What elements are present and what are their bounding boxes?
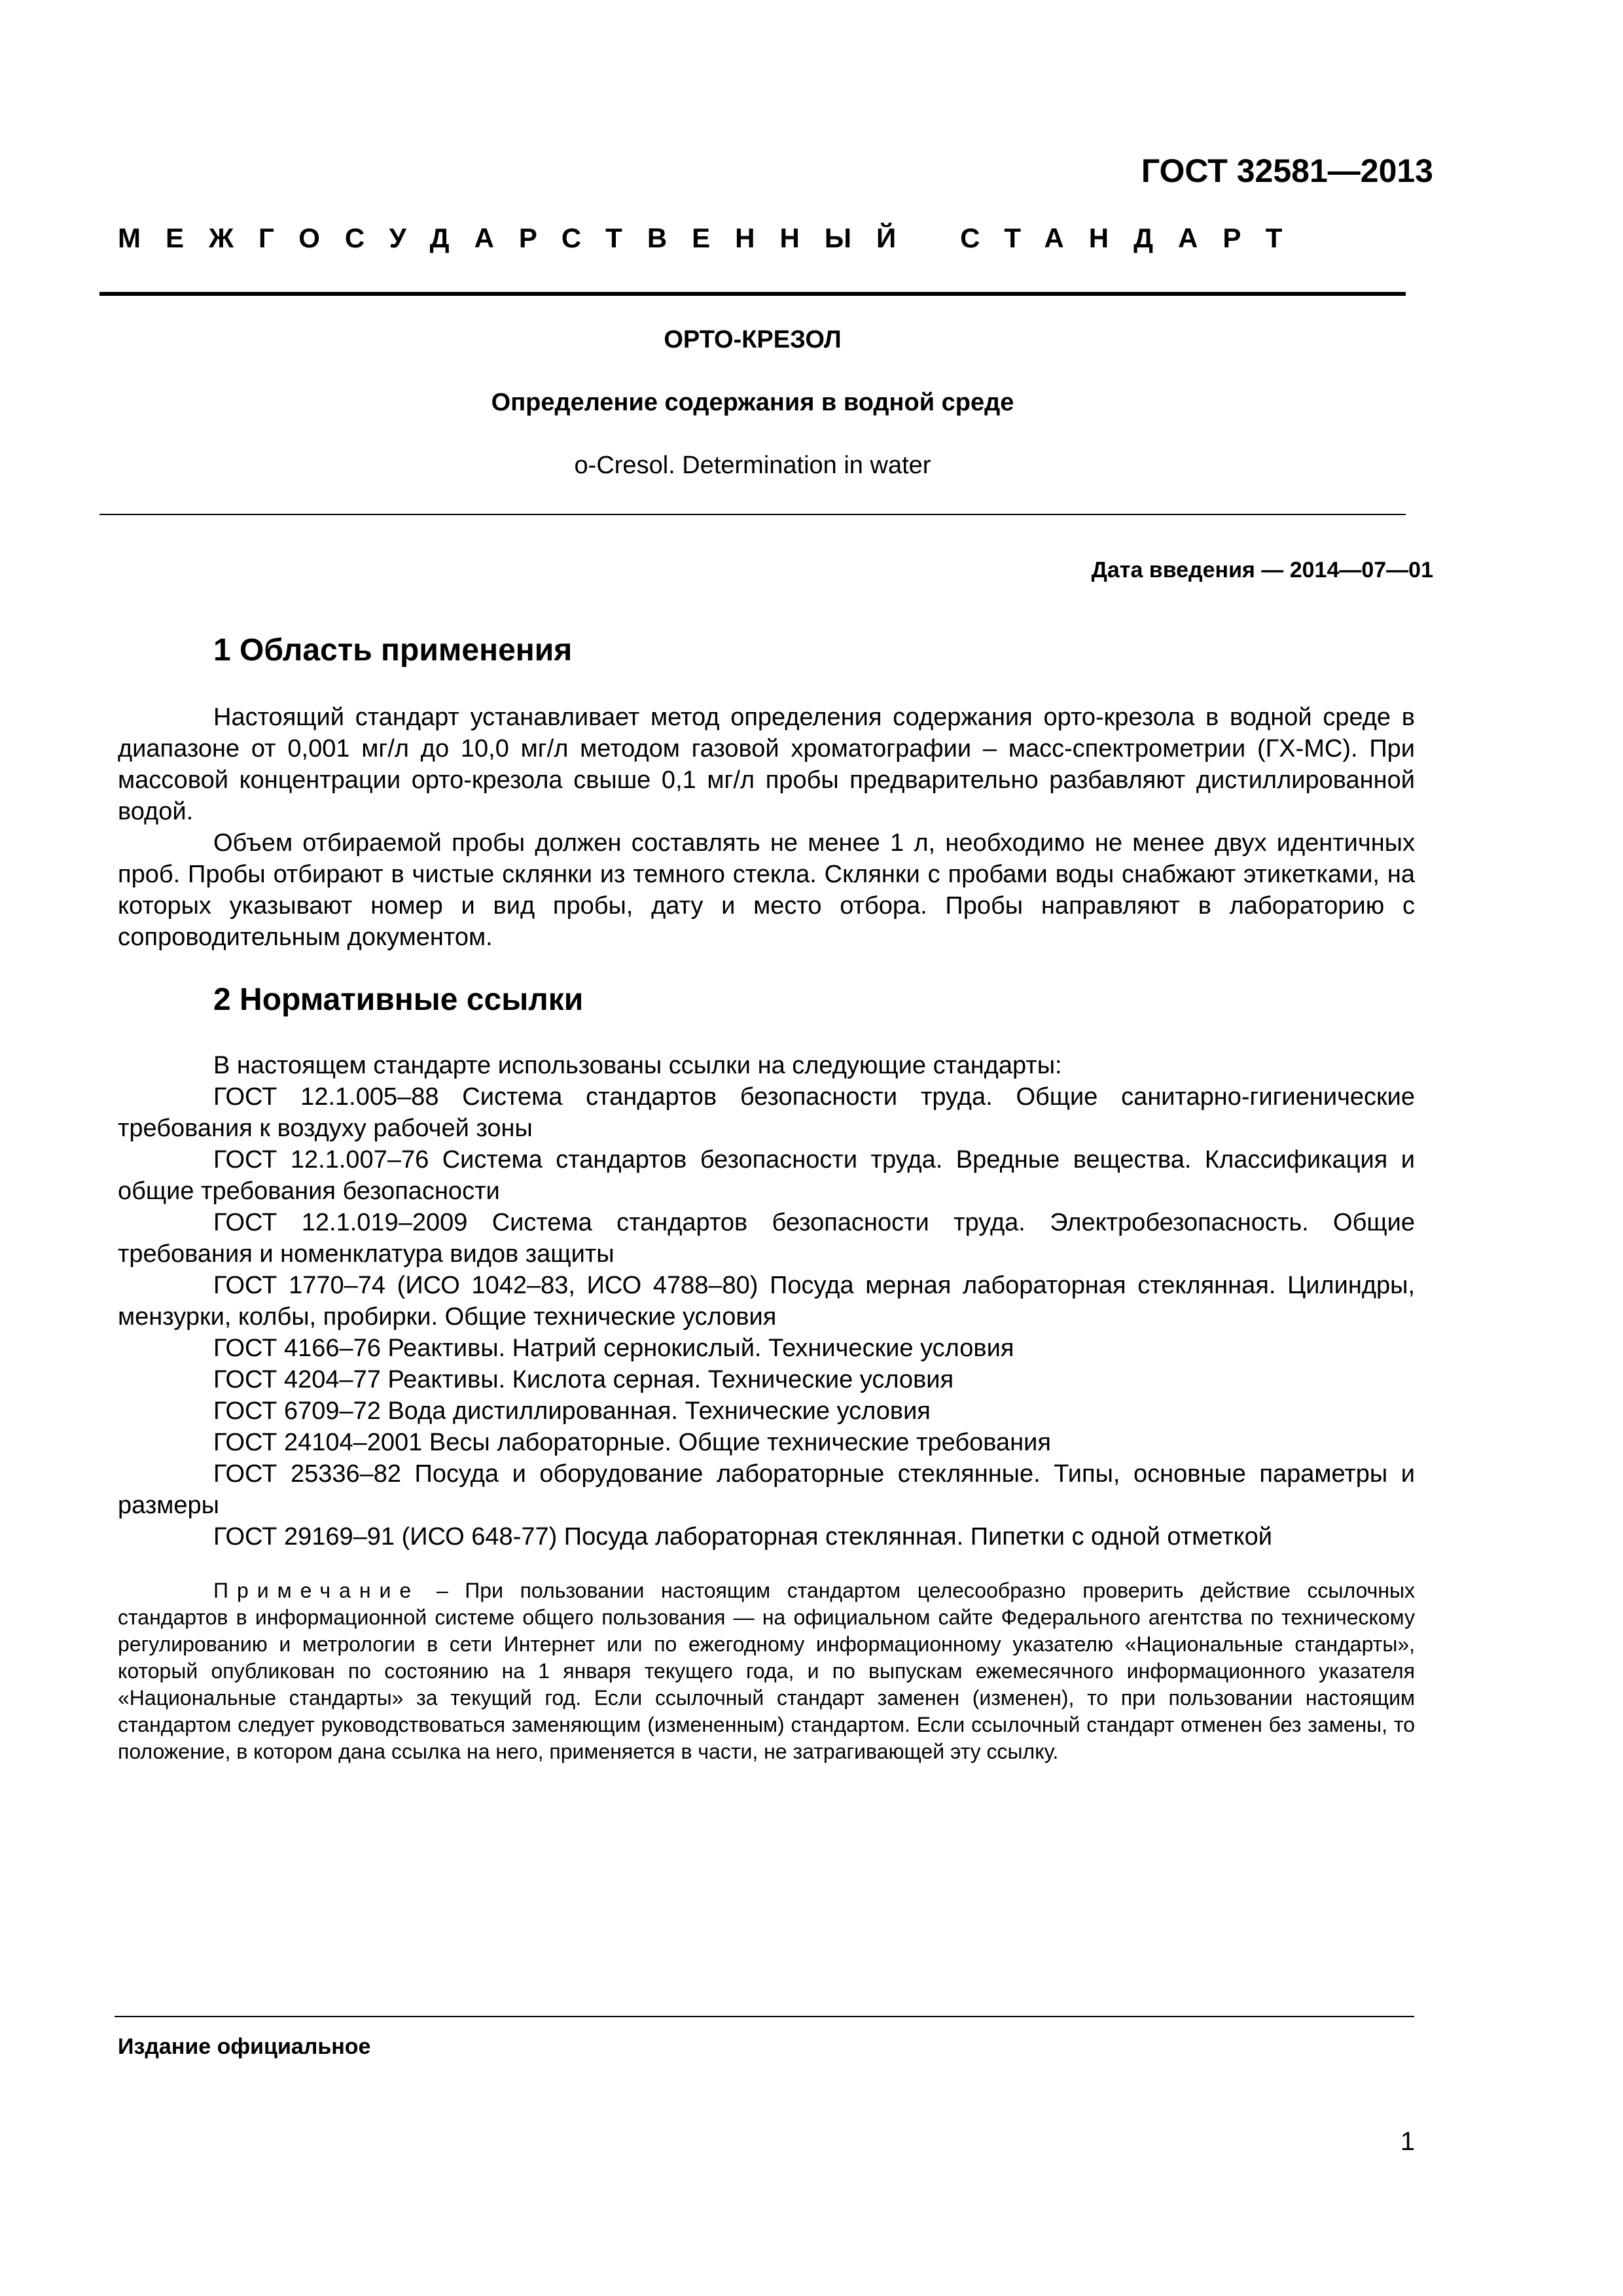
reference-item: ГОСТ 1770–74 (ИСО 1042–83, ИСО 4788–80) Посуда мерная лабораторная стеклянная. Цилиндры, мензурки, колбы, пробирки. Общие технические условия <box>118 1272 1415 1331</box>
footer-rule <box>115 2016 1414 2017</box>
title-rule <box>99 514 1406 515</box>
reference-item: ГОСТ 6709–72 Вода дистиллированная. Технические условия <box>213 1397 931 1425</box>
reference-item: ГОСТ 12.1.007–76 Система стандартов безопасности труда. Вредные вещества. Классификация и общие требования безопасности <box>118 1146 1415 1205</box>
reference-item: ГОСТ 4204–77 Реактивы. Кислота серная. Технические условия <box>213 1366 954 1393</box>
normative-references-list <box>118 1050 1415 1552</box>
reference-item: ГОСТ 4166–76 Реактивы. Натрий сернокислый. Технические условия <box>213 1335 1014 1362</box>
section-2-heading: 2 Нормативные ссылки <box>213 982 584 1017</box>
note-text: – При пользовании настоящим стандартом целесообразно проверить действие ссылочных стандартов в информационной системе общего пользования — на официальном сайте Федерального агентства по техническому регулированию и метрологии в сети Интернет или по ежегодному информационному указателю «Национальные стандарты», который опубликован по состоянию на 1 января текущего года, и по выпускам ежемесячного информационного указателя «Национальные стандарты» за текущий год. Если ссылочный стандарт заменен (изменен), то при пользовании настоящим стандартом следует руководствоваться заменяющим (измененным) стандартом. Если ссылочный стандарт отменен без замены, то положение, в котором дана ссылка на него, применяется в части, не затрагивающей эту ссылку. <box>118 1579 1415 1763</box>
document-english-title: o-Cresol. Determination in water <box>574 452 931 479</box>
section-1-paragraph: Настоящий стандарт устанавливает метод определения содержания орто-крезола в водной среде в диапазоне от 0,001 мг/л до 10,0 мг/л методом газовой хроматографии – масс-спектрометрии (ГХ-МС). При массовой концентрации орто-крезола свыше 0,1 мг/л пробы предварительно разбавляют дистиллированной водой. <box>118 704 1415 825</box>
interstate-standard-banner <box>118 223 1381 254</box>
doc-number: ГОСТ 32581—2013 <box>1141 152 1433 189</box>
section-1-heading: 1 Область применения <box>213 633 573 668</box>
reference-item: ГОСТ 12.1.005–88 Система стандартов безопасности труда. Общие санитарно-гигиенические требования к воздуху рабочей зоны <box>118 1083 1415 1142</box>
section-1-paragraph: Объем отбираемой пробы должен составлять не менее 1 л, необходимо не менее двух идентичных проб. Пробы отбирают в чистые склянки из темного стекла. Склянки с пробами воды снабжают этикетками, на которых указывают номер и вид пробы, дату и место отбора. Пробы направляют в лабораторию с сопроводительным документом. <box>118 829 1415 951</box>
document-title: ОРТО-КРЕЗОЛ <box>664 326 842 353</box>
page-number: 1 <box>1400 2127 1415 2156</box>
document-subtitle: Определение содержания в водной среде <box>491 389 1014 416</box>
reference-item: ГОСТ 24104–2001 Весы лабораторные. Общие технические требования <box>213 1429 1051 1456</box>
header-rule <box>99 292 1406 296</box>
reference-item: ГОСТ 29169–91 (ИСО 648-77) Посуда лабораторная стеклянная. Пипетки с одной отметкой <box>213 1523 1272 1551</box>
reference-item: ГОСТ 12.1.019–2009 Система стандартов безопасности труда. Электробезопасность. Общие требования и номенклатура видов защиты <box>118 1209 1415 1268</box>
note-label: Примечание <box>213 1579 420 1602</box>
banner-word-interstate: МЕЖГОСУДАРСТВЕННЫЙ <box>118 223 921 253</box>
section-1-body <box>118 702 1415 953</box>
note-block <box>118 1577 1415 1765</box>
official-edition-label: Издание официальное <box>118 2034 371 2059</box>
references-intro: В настоящем стандарте использованы ссылки на следующие стандарты: <box>213 1052 1062 1079</box>
banner-word-standard: СТАНДАРТ <box>960 223 1308 253</box>
introduction-date: Дата введения — 2014—07—01 <box>1091 558 1433 583</box>
note-paragraph <box>118 1577 1415 1765</box>
reference-item: ГОСТ 25336–82 Посуда и оборудование лабораторные стеклянные. Типы, основные параметры и размеры <box>118 1460 1415 1519</box>
